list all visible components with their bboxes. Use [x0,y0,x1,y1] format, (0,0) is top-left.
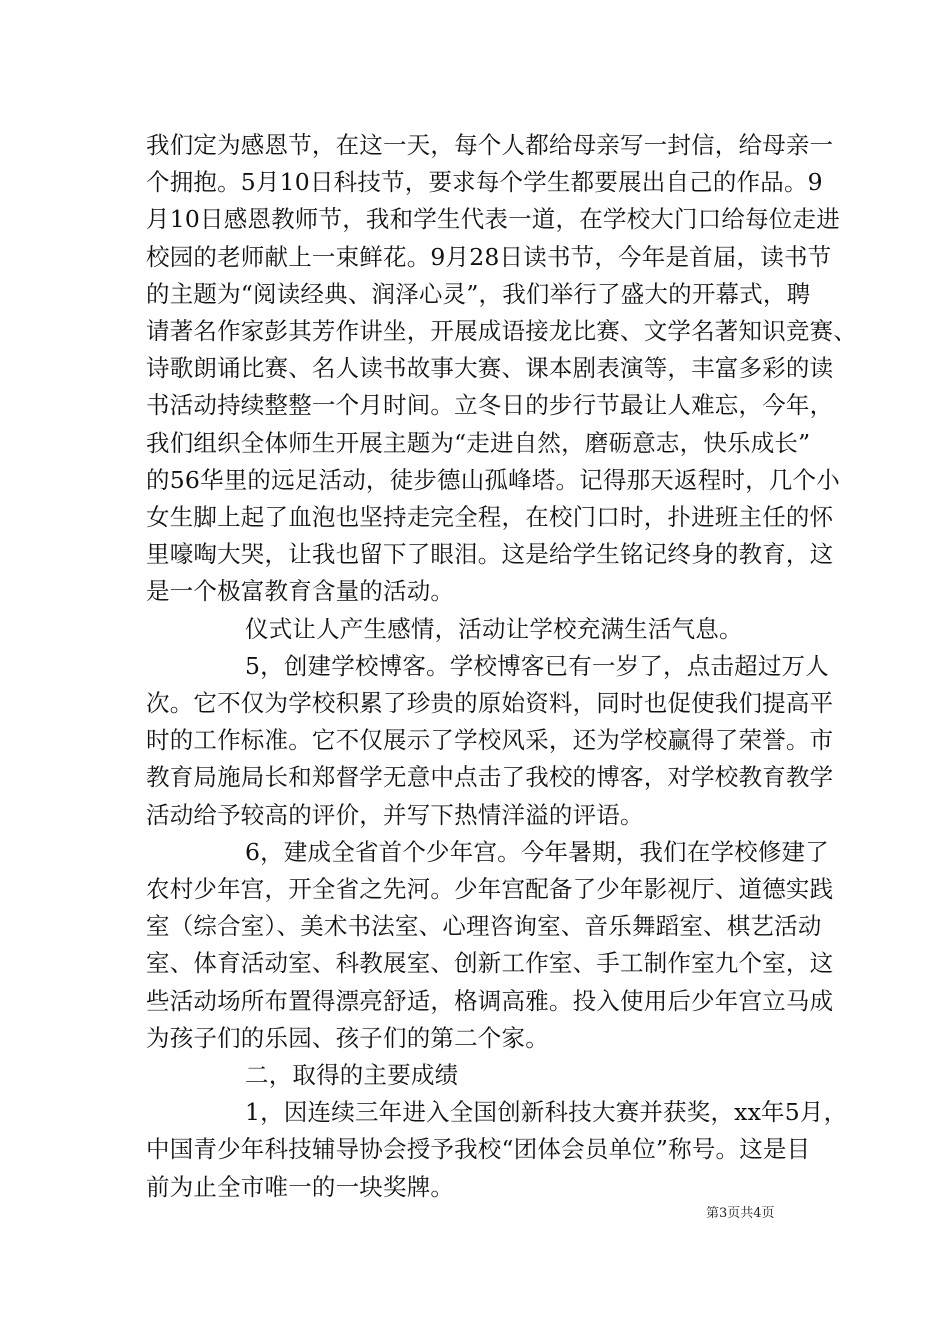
text-line: 次。它不仅为学校积累了珍贵的原始资料，同时也促使我们提高平 [146,689,834,717]
text-line: 教育局施局长和郑督学无意中点击了我校的博客，对学校教育教学 [146,763,834,792]
text-line: 诗歌朗诵比赛、名人读书故事大赛、课本剧表演等，丰富多彩的读 [146,354,834,383]
section-heading: 二，取得的主要成绩 [245,1061,459,1089]
text-line: 为孩子们的乐园、孩子们的第二个家。 [146,1023,549,1052]
text-line: 校园的老师献上一束鲜花。9月28日读书节，今年是首届，读书节 [146,242,832,271]
text-line: 是一个极富教育含量的活动。 [146,577,455,606]
text-line: 中国青少年科技辅导协会授予我校“团体会员单位”称号。这是目 [146,1135,811,1164]
text-line: 仪式让人产生感情，活动让学校充满生活气息。 [245,614,743,643]
text-line: 室、体育活动室、科教展室、创新工作室、手工制作室九个室，这 [146,949,834,978]
text-line: 时的工作标准。它不仅展示了学校风采，还为学校赢得了荣誉。市 [146,726,834,755]
text-line: 1，因连续三年进入全国创新科技大赛并获奖，xx年5月， [245,1098,848,1127]
text-line: 前为止全市唯一的一块奖牌。 [146,1172,455,1201]
text-line: 些活动场所布置得漂亮舒适，格调高雅。投入使用后少年宫立马成 [146,986,834,1015]
text-line: 我们定为感恩节，在这一天，每个人都给母亲写一封信，给母亲一 [146,131,834,159]
text-line: 里嚎啕大哭，让我也留下了眼泪。这是给学生铭记终身的教育，这 [146,540,834,569]
text-line: 农村少年宫，开全省之先河。少年宫配备了少年影视厅、道德实践 [146,875,834,903]
text-line: 我们组织全体师生开展主题为“走进自然，磨砺意志，快乐成长” [146,428,811,457]
text-line: 请著名作家彭其芳作讲坐，开展成语接龙比赛、文学名著知识竞赛、 [146,317,857,345]
text-line: 5，创建学校博客。学校博客已有一岁了，点击超过万人 [245,651,829,680]
text-line: 的主题为“阅读经典、润泽心灵”，我们举行了盛大的开幕式，聘 [146,279,811,308]
text-line: 的56华里的远足活动，徒步德山孤峰塔。记得那天返程时，几个小 [146,465,840,494]
text-line: 书活动持续整整一个月时间。立冬日的步行节最让人难忘，今年， [146,391,834,420]
text-line: 月10日感恩教师节，我和学生代表一道，在学校大门口给每位走进 [146,205,840,234]
text-line: 女生脚上起了血泡也坚持走完全程，在校门口时，扑进班主任的怀 [146,503,834,531]
text-line: 活动给予较高的评价，并写下热情洋溢的评语。 [146,800,644,829]
text-line: 6，建成全省首个少年宫。今年暑期，我们在学校修建了 [245,837,829,866]
page-number: 第3页共4页 [706,1206,775,1221]
text-line: 室（综合室）、美术书法室、心理咨询室、音乐舞蹈室、棋艺活动 [146,912,822,941]
text-line: 个拥抱。5月10日科技节，要求每个学生都要展出自己的作品。9 [146,168,823,197]
